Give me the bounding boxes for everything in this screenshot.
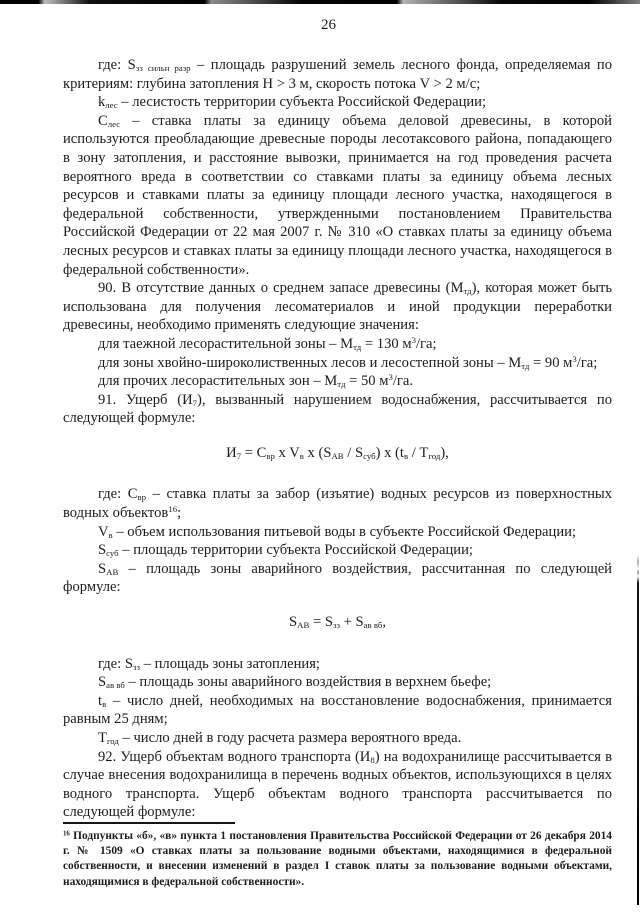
subscript: 7 — [192, 397, 197, 408]
footnote-separator — [63, 822, 235, 824]
subscript: в — [403, 451, 409, 462]
scan-artifact-top-edge — [0, 0, 640, 4]
paragraph: $k_{лес}$ – лесистость территории субъекта Российской Федерации; — [98, 94, 487, 111]
superscript: 16 — [168, 504, 178, 515]
superscript: 3 — [388, 372, 393, 383]
subscript: в — [102, 699, 107, 709]
subscript: ав вб — [106, 680, 125, 691]
subscript: тд — [521, 360, 530, 371]
subscript: зз сильн разр — [135, 63, 191, 74]
subscript: год — [428, 451, 441, 462]
paragraph: $t_в$ – число дней, необходимых на восстановление водоснабжения, принимается равным 25 дням; — [63, 692, 612, 728]
paragraph: $С_{лес}$ – ставка платы за единицу объема деловой древесины, в которой используются преобладающие древесные породы лесотаксового района, попадающего в зону затопления, и расстояние вывозки, принимается на год проведения расчета вероятного вреда в соответствии со ставками платы за единицу объема лесных ресурсов и ставками платы за единицу площади лесного участка, находящегося в федеральной собственности, утвержденными постановлением Правительства Российской Федерации от 22 мая 2007 г. № 310 «О ставках платы за единицу объема лесных ресурсов и ставках платы за единицу площади лесного участка, находящегося в федеральной собственности». — [63, 112, 612, 278]
subscript: АВ — [331, 451, 344, 462]
formula: $S_{АВ} = S_{зз} + S_{ав вб}$, — [289, 614, 386, 631]
paragraph: где: $S_{зз}$ – площадь зоны затопления; — [98, 655, 320, 672]
paragraph: для зоны хвойно-широколиственных лесов и лесостепной зоны – $М_{тд} = 90$ $м^3/га$; — [98, 353, 598, 371]
subscript: тд — [337, 379, 346, 390]
superscript: 16 — [63, 830, 70, 838]
subscript: лес — [105, 100, 118, 111]
subscript: вр — [266, 451, 275, 462]
subscript: вр — [137, 492, 147, 503]
paragraph: 90. В отсутствие данных о среднем запасе древесины $(М_{тд})$, которая может быть использована для получения лесоматериалов и иной продукции переработки древесины, необходимо применять следующие значения: — [63, 280, 612, 334]
paragraph: для таежной лесорастительной зоны – $М_{тд} = 130$ $м^3/га$; — [98, 335, 437, 353]
subscript: год — [106, 736, 119, 747]
paragraph: $S_{ав вб}$ – площадь зоны аварийного воздействия в верхнем бьефе; — [98, 674, 492, 691]
footnote-block — [63, 822, 612, 912]
subscript: зз — [132, 661, 141, 672]
subscript: в — [299, 451, 304, 462]
scan-artifact-right-edge — [637, 555, 639, 905]
paragraph: $S_{АВ}$ – площадь зоны аварийного воздействия, рассчитанная по следующей формуле: — [63, 560, 612, 596]
paragraph: 92. Ущерб объектам водного транспорта $(И_8)$ на водохранилище рассчитывается в случае внесения водохранилища в перечень водных объектов, использующихся в целях водного транспорта. Ущерб объектам водного транспорта рассчитывается по следующей формуле: — [63, 748, 612, 821]
paragraph: где: $С_{вр}$ – ставка платы за забор (изъятие) водных ресурсов из поверхностных водных объектов$^{16}$; — [63, 486, 612, 522]
subscript: зз — [332, 620, 340, 631]
formula: $И_7 = С_{вр}$ x $V_в$ x $(S_{АВ} / S_{суб})$ x $(t_в / Т_{год})$, — [226, 444, 449, 462]
document-body — [63, 56, 612, 822]
paragraph: для прочих лесорастительных зон – $М_{тд} = 50$ $м^3/га$. — [98, 372, 413, 390]
paragraph: $S_{суб}$ – площадь территории субъекта Российской Федерации; — [98, 542, 473, 559]
superscript: 3 — [411, 335, 416, 346]
subscript: суб — [363, 451, 376, 462]
paragraph: $V_в$ – объем использования питьевой воды в субъекте Российской Федерации; — [98, 523, 577, 540]
paragraph: 91. Ущерб $(И_7)$, вызванный нарушением водоснабжения, рассчитывается по следующей формуле: — [63, 391, 612, 427]
subscript: АВ — [297, 620, 310, 631]
subscript: 8 — [370, 754, 375, 765]
footnote-text: $^{16}$ Подпункты «б», «в» пункта 1 постановления Правительства Российской Федерации от 26 декабря 2014 г. № 1509 «О ставках платы за пользование водными объектами, находящимися в федеральной собственности, и внесении изменений в раздел I ставок платы за пользование водными объектами, находящимися в федеральной собственности». — [63, 829, 612, 888]
superscript: 3 — [572, 353, 577, 364]
subscript: АВ — [106, 567, 119, 578]
page-number: 26 — [321, 17, 336, 33]
paragraph: где: $S_{зз сильн разр}$ – площадь разрушений земель лесного фонда, определяемая по критериям: глубина затопления Н > 3 м, скорость потока V > 2 м/с; — [63, 57, 612, 92]
subscript: тд — [353, 342, 362, 353]
subscript: ав вб — [363, 620, 383, 631]
subscript: суб — [106, 548, 119, 559]
subscript: тд — [463, 286, 472, 297]
subscript: в — [108, 529, 113, 540]
paragraph: $Т_{год}$ – число дней в году расчета размера вероятного вреда. — [98, 730, 462, 747]
subscript: лес — [107, 118, 121, 129]
subscript: 7 — [236, 451, 242, 462]
